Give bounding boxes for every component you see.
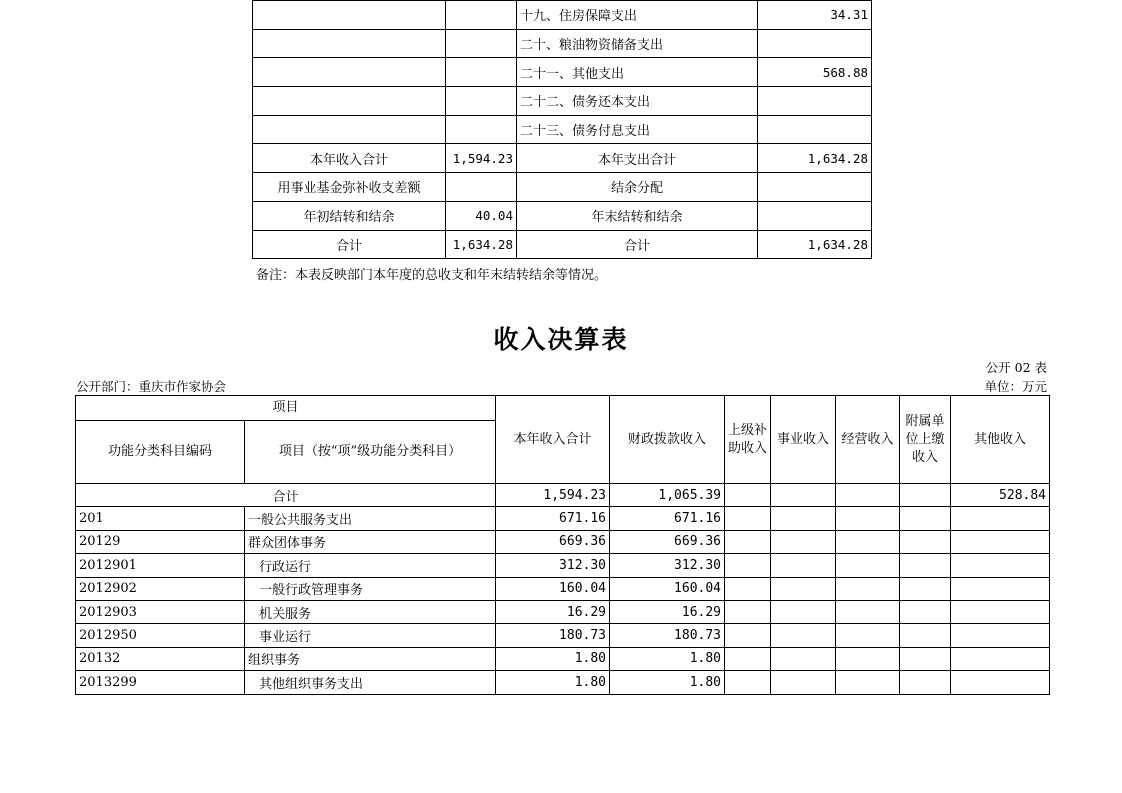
total-label: 年初结转和结余 xyxy=(253,201,446,230)
row-operating xyxy=(836,507,900,530)
total-row-operating xyxy=(836,484,900,507)
table-cell xyxy=(446,115,517,144)
row-name: 机关服务 xyxy=(245,600,496,623)
total-amount xyxy=(758,173,872,202)
row-name: 其他组织事务支出 xyxy=(245,671,496,694)
row-operating xyxy=(836,600,900,623)
total-amount: 1,634.28 xyxy=(758,144,872,173)
total-amount: 1,594.23 xyxy=(446,144,517,173)
row-code: 2012903 xyxy=(76,600,245,623)
table-row xyxy=(76,647,1050,670)
row-total: 180.73 xyxy=(496,624,610,647)
row-fiscal: 16.29 xyxy=(610,600,725,623)
expense-label: 二十、粮油物资储备支出 xyxy=(517,29,758,58)
total-amount: 40.04 xyxy=(446,201,517,230)
row-operating xyxy=(836,671,900,694)
row-total: 1.80 xyxy=(496,671,610,694)
row-operating xyxy=(836,577,900,600)
row-operating xyxy=(836,647,900,670)
header-affiliated: 附属单位上缴收入 xyxy=(900,396,951,484)
table-row xyxy=(253,115,872,144)
row-fiscal: 669.36 xyxy=(610,530,725,553)
row-affiliated xyxy=(900,624,951,647)
expense-amount: 34.31 xyxy=(758,1,872,30)
row-total: 16.29 xyxy=(496,600,610,623)
income-table xyxy=(75,395,1050,695)
total-label: 合计 xyxy=(253,230,446,259)
row-name: 一般公共服务支出 xyxy=(245,507,496,530)
unit-label: 单位：万元 xyxy=(984,379,1047,394)
row-total: 669.36 xyxy=(496,530,610,553)
department-label: 公开部门：重庆市作家协会 xyxy=(76,379,227,394)
row-code: 2013299 xyxy=(76,671,245,694)
row-affiliated xyxy=(900,600,951,623)
row-other xyxy=(951,507,1050,530)
row-other xyxy=(951,554,1050,577)
header-total: 本年收入合计 xyxy=(496,396,610,484)
total-row-other: 528.84 xyxy=(951,484,1050,507)
row-code: 201 xyxy=(76,507,245,530)
table-cell xyxy=(253,115,446,144)
total-amount: 1,634.28 xyxy=(758,230,872,259)
row-name: 群众团体事务 xyxy=(245,530,496,553)
total-label: 本年收入合计 xyxy=(253,144,446,173)
header-name: 项目（按“项”级功能分类科目） xyxy=(245,421,496,484)
header-operating: 经营收入 xyxy=(836,396,900,484)
row-superior xyxy=(725,530,771,553)
row-superior xyxy=(725,577,771,600)
row-total: 671.16 xyxy=(496,507,610,530)
table-row xyxy=(253,58,872,87)
total-label: 用事业基金弥补收支差额 xyxy=(253,173,446,202)
row-business xyxy=(771,600,836,623)
row-affiliated xyxy=(900,577,951,600)
row-name: 一般行政管理事务 xyxy=(245,577,496,600)
table-row xyxy=(253,230,872,259)
row-other xyxy=(951,530,1050,553)
row-business xyxy=(771,507,836,530)
row-affiliated xyxy=(900,554,951,577)
table-row xyxy=(253,87,872,116)
table-note: 备注：本表反映部门本年度的总收支和年末结转结余等情况。 xyxy=(256,268,608,283)
table-cell xyxy=(446,87,517,116)
total-row xyxy=(76,484,1050,507)
total-row-total: 1,594.23 xyxy=(496,484,610,507)
header-row xyxy=(76,396,1050,421)
row-other xyxy=(951,671,1050,694)
table-row xyxy=(253,201,872,230)
total-row-fiscal: 1,065.39 xyxy=(610,484,725,507)
row-fiscal: 180.73 xyxy=(610,624,725,647)
expense-label: 二十一、其他支出 xyxy=(517,58,758,87)
row-fiscal: 312.30 xyxy=(610,554,725,577)
row-other xyxy=(951,577,1050,600)
form-number: 公开 02 表 xyxy=(985,360,1047,375)
total-row-affiliated xyxy=(900,484,951,507)
table-row xyxy=(253,29,872,58)
header-business: 事业收入 xyxy=(771,396,836,484)
table-cell xyxy=(446,29,517,58)
row-fiscal: 1.80 xyxy=(610,647,725,670)
table-cell xyxy=(446,58,517,87)
table-row xyxy=(76,554,1050,577)
row-total: 160.04 xyxy=(496,577,610,600)
table-cell xyxy=(446,1,517,30)
row-other xyxy=(951,624,1050,647)
total-amount xyxy=(758,201,872,230)
row-fiscal: 1.80 xyxy=(610,671,725,694)
row-code: 20129 xyxy=(76,530,245,553)
total-row-label: 合计 xyxy=(76,484,496,507)
row-superior xyxy=(725,624,771,647)
row-affiliated xyxy=(900,530,951,553)
row-superior xyxy=(725,507,771,530)
expense-amount xyxy=(758,29,872,58)
row-superior xyxy=(725,554,771,577)
table-row xyxy=(76,530,1050,553)
table-row xyxy=(76,577,1050,600)
row-code: 2012902 xyxy=(76,577,245,600)
row-superior xyxy=(725,600,771,623)
table-row xyxy=(76,671,1050,694)
header-code: 功能分类科目编码 xyxy=(76,421,245,484)
row-operating xyxy=(836,554,900,577)
row-name: 组织事务 xyxy=(245,647,496,670)
row-total: 312.30 xyxy=(496,554,610,577)
row-business xyxy=(771,624,836,647)
row-total: 1.80 xyxy=(496,647,610,670)
expense-label: 二十三、债务付息支出 xyxy=(517,115,758,144)
row-affiliated xyxy=(900,671,951,694)
row-business xyxy=(771,647,836,670)
row-business xyxy=(771,554,836,577)
row-code: 20132 xyxy=(76,647,245,670)
table-row xyxy=(76,624,1050,647)
table-row xyxy=(253,144,872,173)
row-affiliated xyxy=(900,507,951,530)
header-other: 其他收入 xyxy=(951,396,1050,484)
table-cell xyxy=(253,87,446,116)
row-superior xyxy=(725,671,771,694)
expense-label: 二十二、债务还本支出 xyxy=(517,87,758,116)
row-operating xyxy=(836,530,900,553)
row-name: 事业运行 xyxy=(245,624,496,647)
row-business xyxy=(771,577,836,600)
page-title: 收入决算表 xyxy=(493,325,629,354)
table-cell xyxy=(253,29,446,58)
table-row xyxy=(76,507,1050,530)
table-row xyxy=(253,1,872,30)
income-rows xyxy=(76,507,1050,694)
row-other xyxy=(951,600,1050,623)
total-amount: 1,634.28 xyxy=(446,230,517,259)
row-fiscal: 160.04 xyxy=(610,577,725,600)
total-label: 合计 xyxy=(517,230,758,259)
row-business xyxy=(771,671,836,694)
table-cell xyxy=(253,58,446,87)
row-code: 2012950 xyxy=(76,624,245,647)
expense-amount: 568.88 xyxy=(758,58,872,87)
expense-amount xyxy=(758,87,872,116)
header-superior: 上级补助收入 xyxy=(725,396,771,484)
row-name: 行政运行 xyxy=(245,554,496,577)
total-amount xyxy=(446,173,517,202)
total-row-superior xyxy=(725,484,771,507)
expense-label: 十九、住房保障支出 xyxy=(517,1,758,30)
header-project: 项目 xyxy=(76,396,496,421)
total-label: 结余分配 xyxy=(517,173,758,202)
table-row xyxy=(76,600,1050,623)
table-cell xyxy=(253,1,446,30)
row-superior xyxy=(725,647,771,670)
summary-table xyxy=(252,0,872,259)
total-row-business xyxy=(771,484,836,507)
header-fiscal: 财政拨款收入 xyxy=(610,396,725,484)
row-other xyxy=(951,647,1050,670)
table-row xyxy=(253,173,872,202)
row-affiliated xyxy=(900,647,951,670)
expense-amount xyxy=(758,115,872,144)
row-code: 2012901 xyxy=(76,554,245,577)
row-fiscal: 671.16 xyxy=(610,507,725,530)
row-operating xyxy=(836,624,900,647)
total-label: 年末结转和结余 xyxy=(517,201,758,230)
row-business xyxy=(771,530,836,553)
total-label: 本年支出合计 xyxy=(517,144,758,173)
